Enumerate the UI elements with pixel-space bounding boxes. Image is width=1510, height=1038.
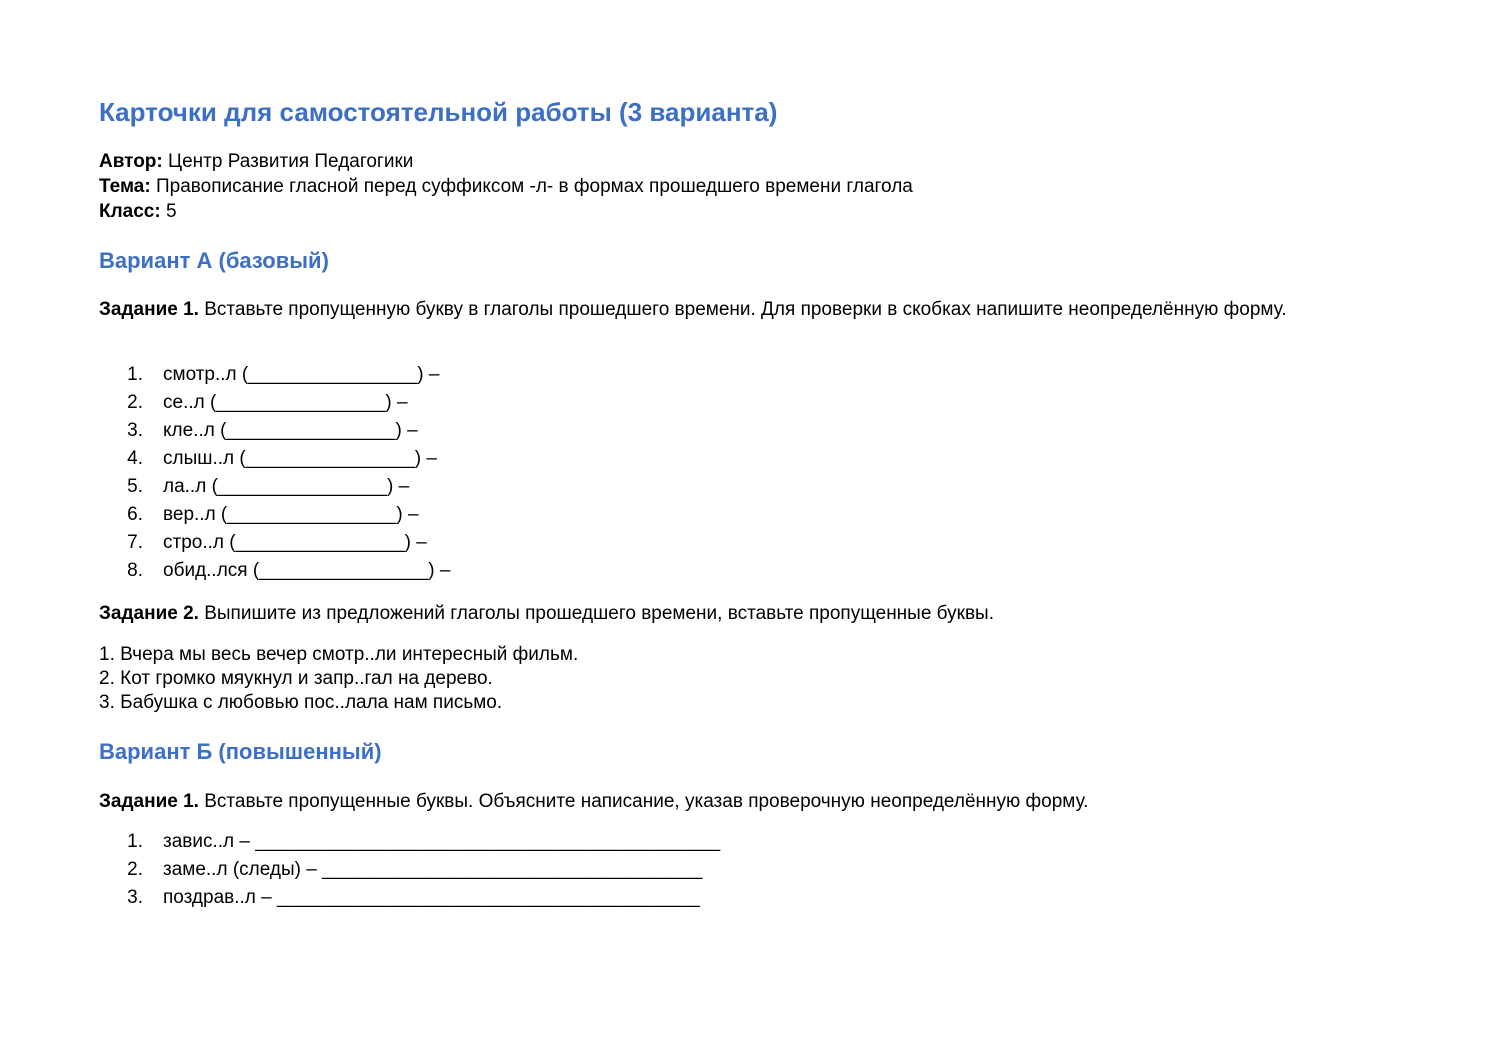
document-meta [99,149,913,224]
list-item-text: заме..л (следы) – ____________________________________ [163,859,703,880]
list-item [99,445,450,473]
variant-b-task1-text: Вставьте пропущенные буквы. Объясните написание, указав проверочную неопределённую форму. [198,791,1089,812]
variant-a-task1-label: Задание 1. [99,299,199,320]
meta-topic-label: Тема: [99,176,151,197]
list-item-text: обид..лся (________________) – [163,560,451,581]
list-item-number: 8. [127,560,143,581]
variant-a-task2-prompt [99,601,1399,626]
list-item-text: ла..л (________________) – [163,476,410,497]
list-item-text: се..л (________________) – [163,392,408,413]
list-item-number: 4. [127,448,143,469]
variant-a-task1-prompt [99,297,1399,322]
meta-author [99,149,913,174]
list-item-number: 2. [127,859,143,880]
meta-topic-value: Правописание гласной перед суффиксом -л- в формах прошедшего времени глагола [150,176,913,197]
list-item-number: 7. [127,532,143,553]
meta-author-label: Автор: [99,151,163,172]
list-item-text: слыш..л (________________) – [163,448,437,469]
list-item-text: кле..л (________________) – [163,420,418,441]
list-item [99,501,450,529]
list-item [99,529,450,557]
list-item [99,557,450,585]
list-item-number: 2. [127,392,143,413]
list-item-text: вер..л (________________) – [163,504,419,525]
variant-b-task1-label: Задание 1. [99,791,199,812]
list-item [99,389,450,417]
list-item [99,361,450,389]
list-item-text: поздрав..л – ________________________________________ [163,887,700,908]
meta-author-value: Центр Развития Педагогики [162,151,414,172]
variant-a-task2-sentences [99,643,578,715]
list-item-number: 5. [127,476,143,497]
list-item [99,828,720,856]
sentence-item: 1. Вчера мы весь вечер смотр..ли интересный фильм. [99,644,579,665]
meta-grade-value: 5 [160,201,177,222]
sentence-item: 3. Бабушка с любовью пос..лала нам письмо. [99,692,503,713]
variant-b-task1-prompt [99,789,1399,814]
list-item-number: 3. [127,420,143,441]
meta-topic [99,174,913,199]
variant-a-heading: Вариант А (базовый) [99,248,329,273]
meta-grade [99,199,913,224]
list-item-number: 1. [127,831,143,852]
variant-a-task2-text: Выпишите из предложений глаголы прошедшего времени, вставьте пропущенные буквы. [198,603,994,624]
variant-b-heading: Вариант Б (повышенный) [99,739,382,764]
list-item-number: 1. [127,364,143,385]
list-item-text: смотр..л (________________) – [163,364,440,385]
document-title: Карточки для самостоятельной работы (3 варианта) [99,97,778,127]
variant-a-task1-list [99,361,450,585]
list-item-text: стро..л (________________) – [163,532,427,553]
list-item-number: 6. [127,504,143,525]
meta-grade-label: Класс: [99,201,161,222]
list-item-number: 3. [127,887,143,908]
variant-b-task1-list [99,828,720,912]
variant-a-task2-label: Задание 2. [99,603,199,624]
sentence-item: 2. Кот громко мяукнул и запр..гал на дерево. [99,668,493,689]
list-item [99,473,450,501]
list-item-text: завис..л – ____________________________________________ [163,831,721,852]
list-item [99,856,720,884]
variant-a-task1-text: Вставьте пропущенную букву в глаголы прошедшего времени. Для проверки в скобках напишите неопределённую форму. [198,299,1287,320]
list-item [99,417,450,445]
list-item [99,884,720,912]
